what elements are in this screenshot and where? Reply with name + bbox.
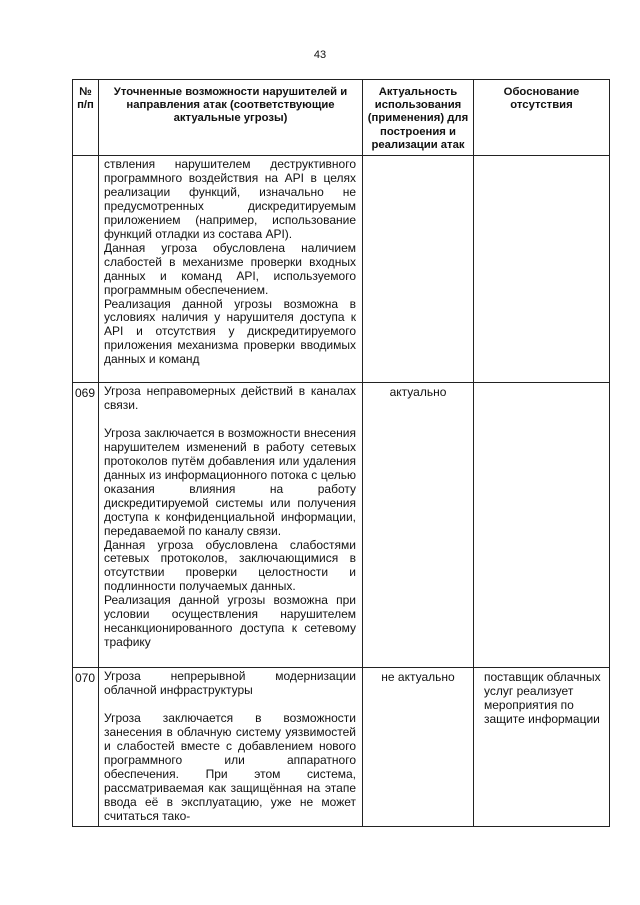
table-row (73, 383, 610, 668)
table-row-continuation (73, 156, 610, 383)
header-justification: Обоснование отсутствия (474, 80, 610, 156)
page-number: 43 (313, 49, 327, 61)
paragraph: Данная угроза обусловлена слабостями сетевых протоколов, заключающимися в отсутствии проверки целостности и подлинности получаемых данных. (104, 537, 356, 594)
row-num: 069 (73, 383, 99, 668)
paragraph: Реализация данной угрозы возможна в условиях наличия у нарушителя доступа к API и отсутствия у дискредитируемого приложения механизма проверки вводимых данных и команд (104, 296, 356, 367)
paragraph: ствления нарушителем деструктивного программного воздействия на API в целях реализации функций, изначально не предусмотренных дискредитируемым приложением (например, использование функций отладки из состава API). (104, 157, 356, 241)
threat-description (99, 668, 363, 827)
header-relevance: Актуальность использования (применения) для построения и реализации атак (363, 80, 474, 156)
header-capabilities: Уточненные возможности нарушителей и направления атак (соответствующие актуальные угрозы) (99, 80, 363, 156)
header-row (73, 80, 610, 156)
justification-cell: поставщик облачных услуг реализует мероприятия по защите информации (474, 668, 610, 827)
relevance-cell (363, 156, 474, 383)
row-num: 070 (73, 668, 99, 827)
row-num (73, 156, 99, 383)
relevance-cell: не актуально (363, 668, 474, 827)
table-row (73, 668, 610, 827)
relevance-cell: актуально (363, 383, 474, 668)
paragraph: Угроза заключается в возможности занесения в облачную систему уязвимостей и слабостей вместе с добавлением нового программного или аппаратного обеспечения. При этом система, рассматриваемая как защищённая на этапе ввода её в эксплуатацию, уже не может считаться тако- (104, 710, 356, 823)
threat-description (99, 383, 363, 668)
paragraph: Данная угроза обусловлена наличием слабостей в механизме проверки входных данных и команд API, используемого программным обеспечением. (104, 240, 356, 297)
threat-table (72, 79, 610, 827)
threat-title: Угроза неправомерных действий в каналах связи. (104, 384, 356, 412)
threat-description (99, 156, 363, 383)
threat-title: Угроза непрерывной модернизации облачной инфраструктуры (104, 669, 356, 697)
justification-cell (474, 383, 610, 668)
paragraph: Реализация данной угрозы возможна при условии осуществления нарушителем несанкционированного доступа к сетевому трафику (104, 593, 356, 650)
justification-cell (474, 156, 610, 383)
paragraph: Угроза заключается в возможности внесения нарушителем изменений в работу сетевых протоколов путём добавления или удаления данных из информационного потока с целью оказания влияния на работу дискредитируемой системы или получения доступа к конфиденциальной информации, передаваемой по каналу связи. (104, 425, 356, 538)
header-num: № п/п (73, 80, 99, 156)
